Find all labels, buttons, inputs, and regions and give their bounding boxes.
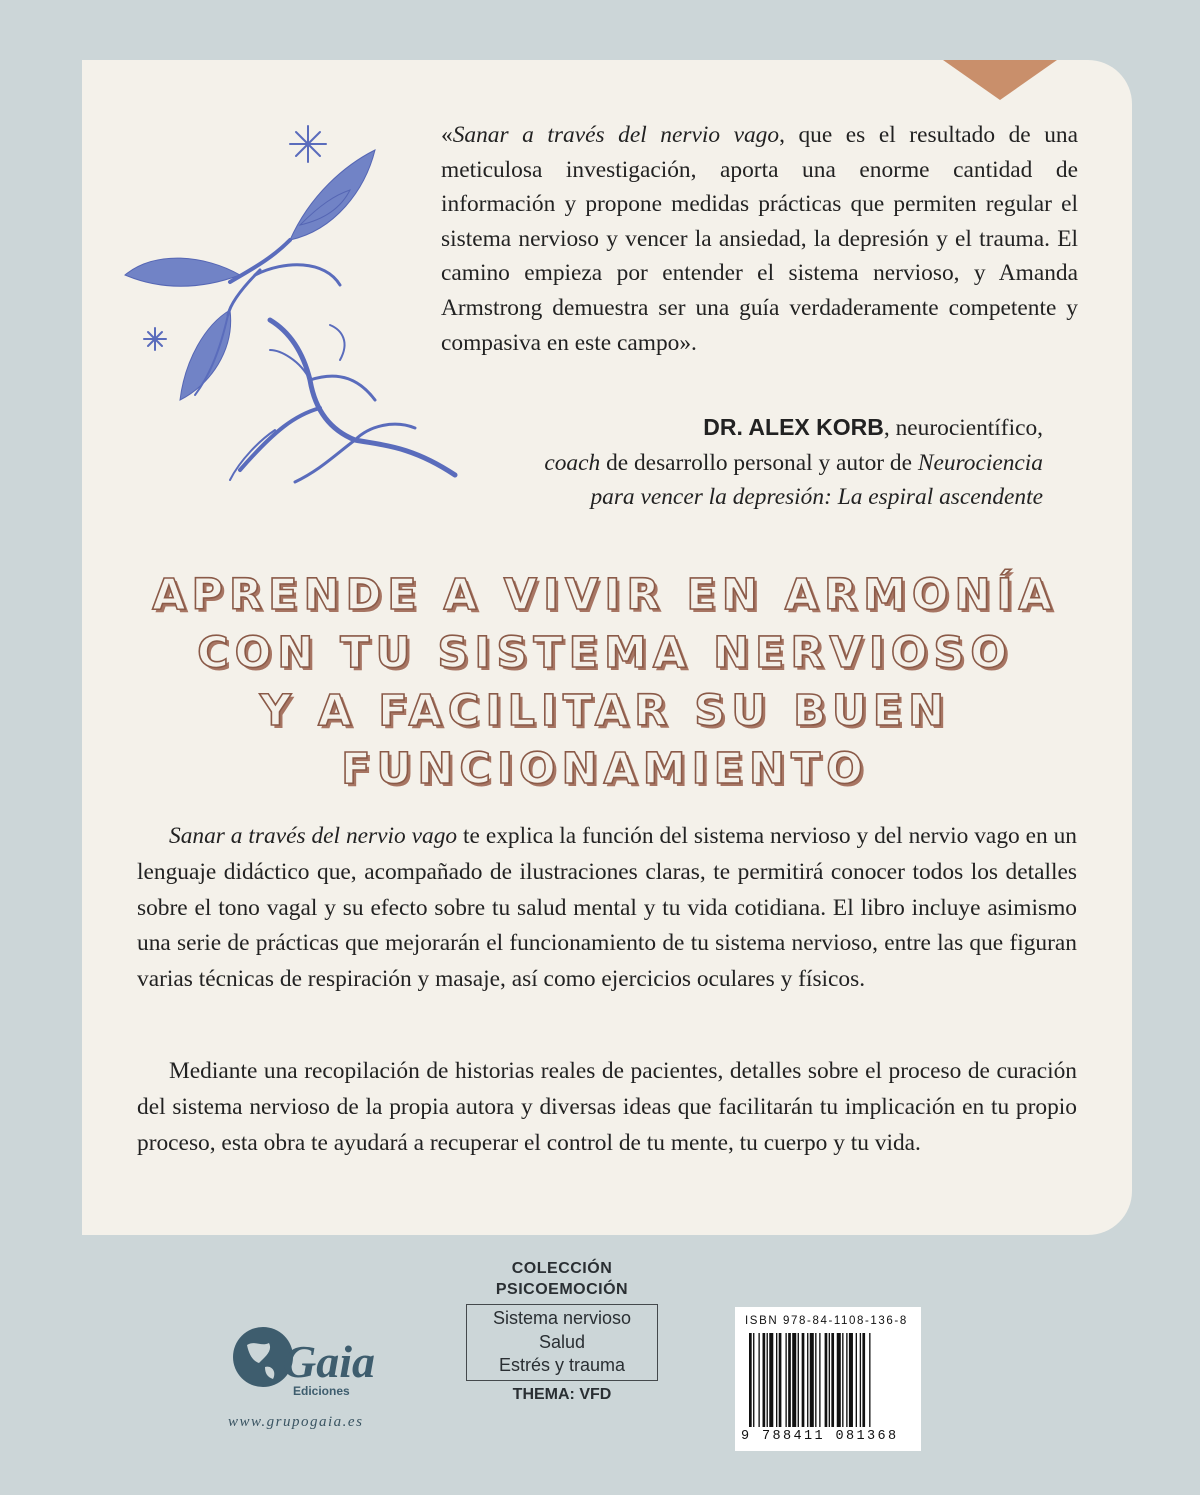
barcode-bar <box>869 1333 870 1427</box>
gaia-logo <box>225 1305 385 1415</box>
barcode-bar <box>758 1333 759 1427</box>
corner-ribbon <box>943 60 1057 100</box>
headline <box>90 566 1120 798</box>
thema-code: THEMA: VFD <box>512 1385 612 1403</box>
headline-line: CON TU SISTEMA NERVIOSO <box>197 628 1013 678</box>
collection-label: COLECCIÓN <box>511 1260 613 1277</box>
topic-item: Sistema nervioso <box>492 1308 632 1328</box>
barcode-bar <box>807 1333 808 1427</box>
topics-box <box>466 1304 658 1381</box>
barcode-bar <box>856 1333 857 1427</box>
quote-attribution: DR. ALEX KORB, neurocientífico, coach de desarrollo personal y autor de Neurociencia para vencer la depresión: La espiral ascendente <box>544 414 1043 511</box>
barcode-bar <box>849 1333 853 1427</box>
topic-item: Estrés y trauma <box>498 1355 626 1375</box>
barcode-bar <box>846 1333 847 1427</box>
barcode-bar <box>860 1333 861 1427</box>
barcode-bar <box>815 1333 816 1427</box>
headline-line: FUNCIONAMIENTO <box>341 744 869 794</box>
quote-book-title: Sanar a través del nervio vago <box>452 122 780 148</box>
barcode-bar <box>798 1333 799 1427</box>
headline-line: APRENDE A VIVIR EN ARMONÍA <box>152 570 1058 620</box>
barcode-bar <box>779 1333 782 1427</box>
barcode-bar <box>753 1333 754 1427</box>
publisher-url: www.grupogaia.es <box>228 1414 364 1430</box>
barcode-bar <box>776 1333 777 1427</box>
barcode-bar <box>831 1333 834 1427</box>
isbn-label: ISBN 978-84-1108-136-8 <box>745 1315 908 1327</box>
logo-subtitle: Ediciones <box>293 1384 350 1398</box>
barcode-bar <box>767 1333 768 1427</box>
isbn-barcode-block <box>735 1307 921 1451</box>
barcode-bar <box>825 1333 828 1427</box>
barcode-bar <box>769 1333 773 1427</box>
barcode-bar <box>792 1333 796 1427</box>
barcode-bar <box>810 1333 814 1427</box>
barcode-bar <box>862 1333 865 1427</box>
barcode-bar <box>842 1333 843 1427</box>
barcode <box>749 1333 909 1427</box>
barcode-bar <box>837 1333 841 1427</box>
barcode-bar <box>785 1333 786 1427</box>
collection-info <box>466 1258 658 1406</box>
barcode-bar <box>819 1333 820 1427</box>
barcode-bar <box>763 1333 766 1427</box>
description-paragraph-1: Sanar a través del nervio vago te explica la función del sistema nervioso y del nervio vago en un lenguaje didáctico que, acompañado de ilustraciones claras, te permitirá conocer todos los detalles sobre el tono vagal y su efecto sobre tu salud mental y tu vida cotidiana. El libro incluye asimismo una serie de prácticas que mejorarán el funcionamiento de tu sistema nervioso, entre las que figuran varias técnicas de respiración y masaje, así como ejercicios oculares y físicos. <box>137 823 1078 993</box>
logo-wordmark: Gaia <box>283 1336 375 1387</box>
barcode-bar <box>829 1333 830 1427</box>
description-paragraph-2: Mediante una recopilación de historias reales de pacientes, detalles sobre el proceso de curación del sistema nervioso de la propia autora y diversas ideas que facilitarán tu implicación en tu propio proceso, esta obra te ayudará a recuperar el control de tu mente, tu cuerpo y tu vida. <box>137 1058 1077 1156</box>
headline-line: Y A FACILITAR SU BUEN <box>259 686 951 736</box>
topic-item: Salud <box>538 1331 586 1352</box>
barcode-bar <box>749 1333 752 1427</box>
endorsement-quote: «Sanar a través del nervio vago, que es el resultado de una meticulosa investigación, aporta una enorme cantidad de información y propone medidas prácticas que permiten regular el sistema nervioso y vencer la ansiedad, la depresión y el trauma. El camino empieza por entender el sistema nervioso, y Amanda Armstrong demuestra ser una guía verdaderamente competente y compasiva en este campo». <box>441 122 1079 356</box>
isbn-digits: 9 788411 081368 <box>741 1429 899 1444</box>
barcode-bar <box>788 1333 791 1427</box>
author-name: DR. ALEX KORB <box>703 414 884 440</box>
collection-name: PSICOEMOCIÓN <box>495 1281 629 1298</box>
barcode-bar <box>802 1333 805 1427</box>
